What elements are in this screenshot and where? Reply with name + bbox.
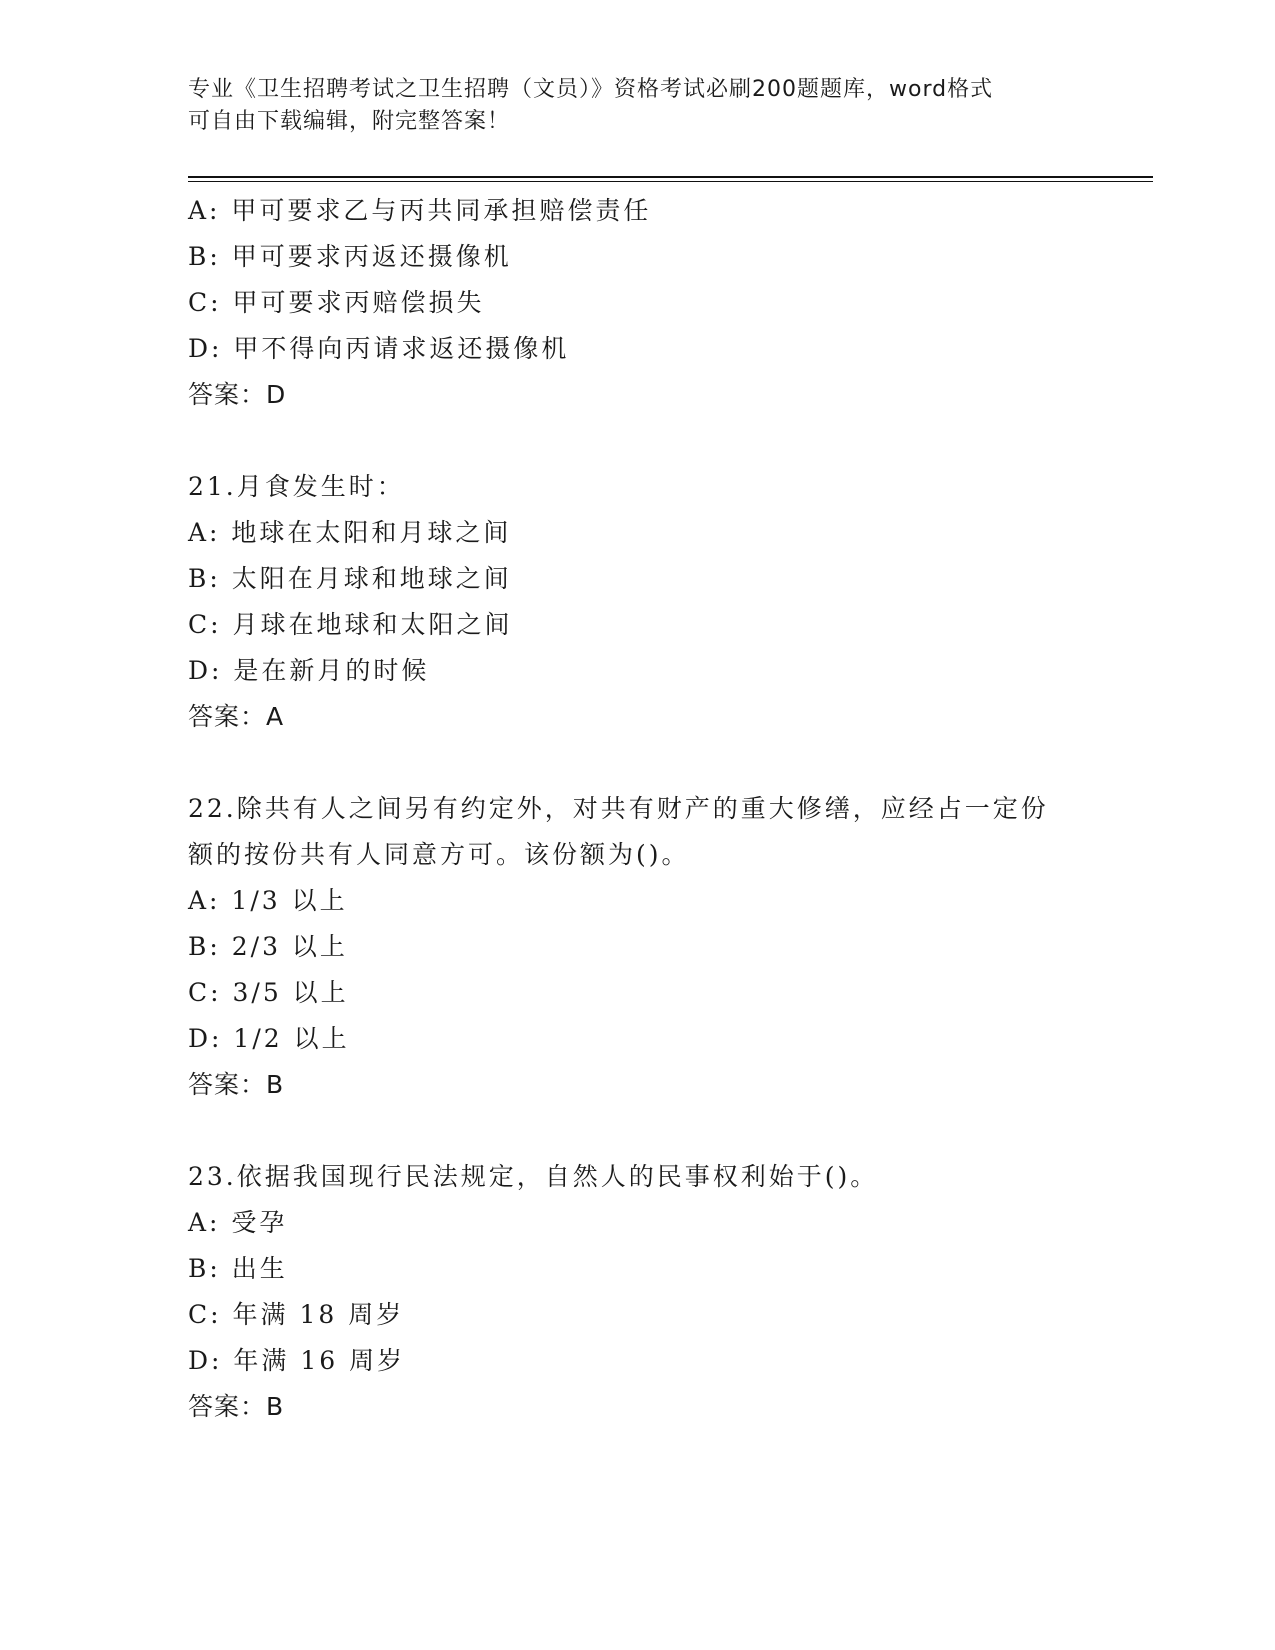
question-text: 21.月食发生时：: [188, 472, 405, 501]
question-21: [188, 464, 1088, 740]
option-b: B: 太阳在月球和地球之间: [188, 564, 512, 593]
question-23: [188, 1154, 1088, 1430]
header-title-line-2: 可自由下载编辑，附完整答案！: [188, 109, 511, 134]
question-list: [188, 188, 1088, 1430]
option-d: D: 年满 16 周岁: [188, 1346, 406, 1375]
option-a: A: 甲可要求乙与丙共同承担赔偿责任: [188, 196, 652, 225]
answer: 答案：D: [188, 380, 287, 409]
question-20: [188, 188, 1088, 418]
spacer: [188, 418, 1088, 464]
question-text: 23.依据我国现行民法规定，自然人的民事权利始于()。: [188, 1162, 879, 1191]
header-rule-thick: [188, 176, 1153, 178]
spacer: [188, 1108, 1088, 1154]
answer: 答案：B: [188, 1392, 285, 1421]
option-c: C: 甲可要求丙赔偿损失: [188, 288, 485, 317]
spacer: [188, 740, 1088, 786]
question-22: [188, 786, 1088, 1108]
question-text-line-1: 22.除共有人之间另有约定外，对共有财产的重大修缮，应经占一定份: [188, 794, 1049, 823]
header-title-line-1: 专业《卫生招聘考试之卫生招聘（文员）》资格考试必刷200题题库，word格式: [188, 77, 994, 102]
option-d: D: 是在新月的时候: [188, 656, 430, 685]
option-c: C: 年满 18 周岁: [188, 1300, 405, 1329]
document-header: [188, 74, 1088, 138]
option-c: C: 月球在地球和太阳之间: [188, 610, 513, 639]
answer: 答案：A: [188, 702, 285, 731]
option-b: B: 甲可要求丙返还摄像机: [188, 242, 512, 271]
header-rule-thin: [188, 181, 1153, 182]
option-a: A: 受孕: [188, 1208, 288, 1237]
answer: 答案：B: [188, 1070, 285, 1099]
option-b: B: 出生: [188, 1254, 288, 1283]
option-d: D: 甲不得向丙请求返还摄像机: [188, 334, 570, 363]
option-c: C: 3/5 以上: [188, 978, 349, 1007]
option-d: D: 1/2 以上: [188, 1024, 350, 1053]
option-a: A: 地球在太阳和月球之间: [188, 518, 512, 547]
question-text-line-2: 额的按份共有人同意方可。该份额为()。: [188, 840, 690, 869]
option-a: A: 1/3 以上: [188, 886, 348, 915]
option-b: B: 2/3 以上: [188, 932, 348, 961]
